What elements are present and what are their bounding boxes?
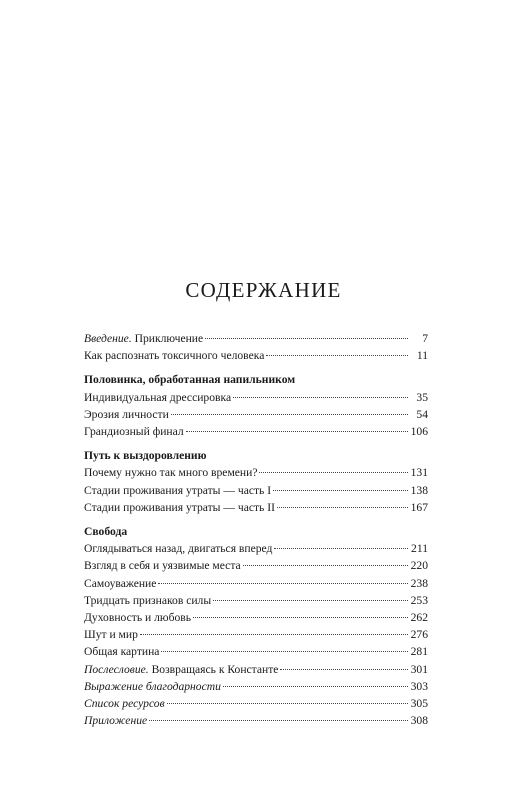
entry-title [84, 482, 271, 499]
page-number: 281 [410, 645, 428, 659]
toc-entry[interactable] [84, 347, 428, 364]
entry-title-text: Стадии проживания утраты — часть I [84, 483, 272, 497]
dot-leader [233, 397, 408, 398]
dot-leader [140, 634, 408, 635]
entry-title-text: Возвращаясь к Константе [148, 662, 279, 676]
entry-title [84, 540, 272, 557]
entry-title-italic: Выражение благодарности [84, 679, 221, 693]
dot-leader [171, 414, 408, 415]
entry-title [84, 695, 165, 712]
toc-entry[interactable] [84, 464, 428, 481]
entry-title-italic: Приложение [84, 714, 148, 728]
entry-title-text: Приключение [131, 332, 204, 345]
toc-section [84, 371, 428, 440]
toc-entry[interactable] [84, 661, 428, 678]
entry-title [84, 643, 159, 660]
section-heading: Половинка, обработанная напильником [84, 373, 296, 387]
entry-title-italic: Список ресурсов [84, 697, 165, 711]
entry-title [84, 557, 241, 574]
page-number: 305 [410, 697, 428, 711]
entry-title [84, 712, 147, 729]
toc-entry[interactable] [84, 678, 428, 695]
dot-leader [223, 686, 408, 687]
section-heading: Свобода [84, 525, 128, 539]
page-number: 308 [410, 714, 428, 728]
entry-title-text: Индивидуальная дрессировка [84, 390, 232, 404]
entry-title [84, 592, 211, 609]
dot-leader [193, 617, 408, 618]
entry-title-italic: Послесловие. [84, 662, 149, 676]
dot-leader [277, 507, 408, 508]
entry-title-text: Оглядываться назад, двигаться вперед [84, 542, 273, 556]
page-number: 276 [410, 628, 428, 642]
toc-entry[interactable] [84, 695, 428, 712]
toc-entry[interactable] [84, 389, 428, 406]
toc-entry[interactable] [84, 330, 428, 347]
toc-entry[interactable] [84, 423, 428, 440]
dot-leader [167, 703, 408, 704]
entry-title [84, 661, 278, 678]
table-of-contents [84, 330, 428, 729]
toc-entry[interactable] [84, 499, 428, 516]
toc-entry[interactable] [84, 540, 428, 557]
toc-entry[interactable] [84, 592, 428, 609]
toc-entry[interactable] [84, 712, 428, 729]
page-number: 131 [410, 466, 428, 480]
page-number: 106 [410, 425, 428, 439]
entry-title [84, 575, 156, 592]
page-title: СОДЕРЖАНИЕ [185, 278, 342, 303]
dot-leader [274, 548, 408, 549]
dot-leader [186, 431, 408, 432]
entry-title [84, 609, 191, 626]
dot-leader [243, 565, 408, 566]
dot-leader [205, 338, 408, 339]
entry-title-text: Тридцать признаков силы [84, 593, 212, 607]
entry-title [84, 499, 275, 516]
dot-leader [259, 472, 408, 473]
page-number: 7 [422, 332, 428, 345]
entry-title-text: Стадии проживания утраты — часть II [84, 500, 275, 514]
dot-leader [161, 651, 408, 652]
page-number: 303 [410, 679, 428, 693]
page-number: 138 [410, 483, 428, 497]
entry-title-text: Почему нужно так много времени? [84, 466, 258, 480]
toc-section [84, 523, 428, 729]
entry-title [84, 347, 264, 364]
toc-entry[interactable] [84, 557, 428, 574]
entry-title [84, 330, 203, 347]
dot-leader [149, 720, 408, 721]
entry-title-text: Взгляд в себя и уязвимые места [84, 559, 241, 573]
page-number: 253 [410, 593, 428, 607]
toc-entry[interactable] [84, 406, 428, 423]
entry-title-text: Эрозия личности [84, 407, 169, 421]
page-number: 54 [416, 407, 428, 421]
page-number: 262 [410, 611, 428, 625]
page-number: 35 [416, 390, 428, 404]
dot-leader [158, 583, 408, 584]
page-number: 238 [410, 576, 428, 590]
toc-entry[interactable] [84, 643, 428, 660]
page-number: 301 [410, 662, 428, 676]
toc-entry[interactable] [84, 575, 428, 592]
entry-title [84, 389, 231, 406]
toc-entry[interactable] [84, 626, 428, 643]
dot-leader [213, 600, 408, 601]
entry-title-text: Как распознать токсичного человека [84, 349, 265, 363]
entry-title-text: Самоуважение [84, 576, 157, 590]
entry-title [84, 626, 138, 643]
page-number: 167 [410, 500, 428, 514]
entry-title-text: Общая картина [84, 645, 160, 659]
entry-title-text: Шут и мир [84, 628, 138, 642]
entry-title [84, 406, 169, 423]
dot-leader [273, 490, 408, 491]
dot-leader [266, 355, 408, 356]
toc-entry[interactable] [84, 482, 428, 499]
page-number: 220 [410, 559, 428, 573]
toc-entry[interactable] [84, 609, 428, 626]
entry-title [84, 423, 184, 440]
entry-title-italic: Введение. [84, 332, 132, 345]
toc-section [84, 330, 428, 364]
entry-title-text: Грандиозный финал [84, 425, 184, 439]
entry-title [84, 678, 221, 695]
page-number: 211 [411, 542, 428, 556]
dot-leader [280, 669, 408, 670]
toc-section [84, 447, 428, 516]
section-heading: Путь к выздоровлению [84, 449, 207, 463]
entry-title [84, 464, 257, 481]
entry-title-text: Духовность и любовь [84, 611, 192, 625]
page-number: 11 [416, 349, 428, 363]
